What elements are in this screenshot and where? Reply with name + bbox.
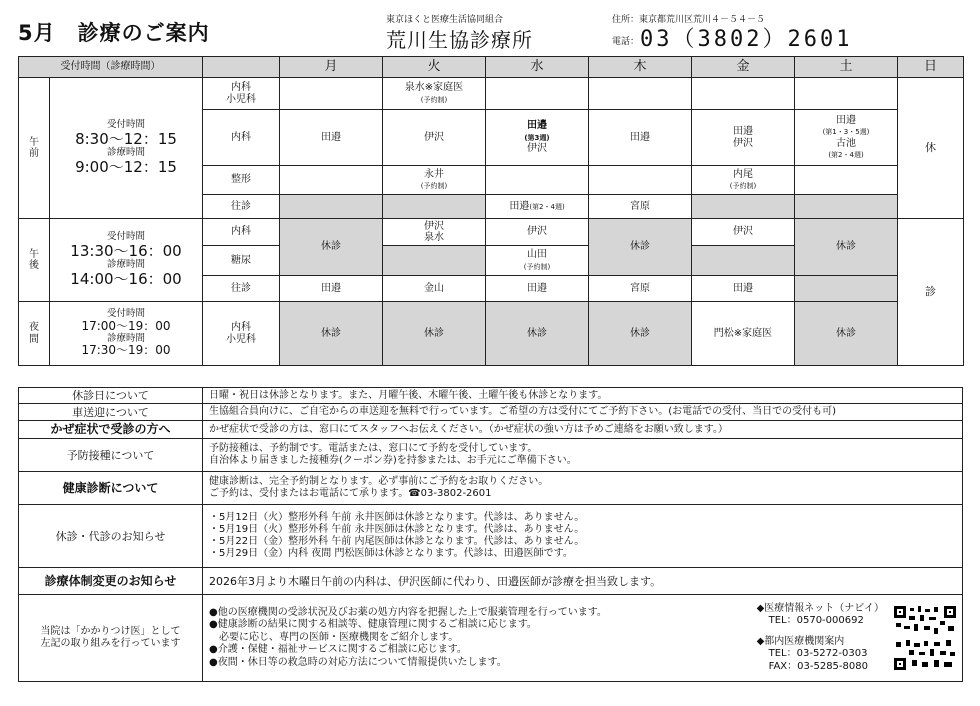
clinic-name: 荒川生協診療所 [386,28,533,52]
night-times: 受付時間 17:00～19：00 診療時間 17:30～19：00 [50,302,203,366]
qr-code-stack [894,606,956,670]
header-sat: 土 [795,57,898,78]
page-title: 5月 診療のご案内 [18,21,210,45]
am-r3-tue: 永井 (予約制) [383,166,486,195]
am-r3-thu [589,166,692,195]
pm-dept-internal: 内科 [203,219,280,246]
am-r1-sat [795,78,898,110]
tel-label: 電話： [612,37,640,47]
header-mon: 月 [280,57,383,78]
am-r1-tue: 泉水※家庭医 (予約制) [383,78,486,110]
clinic-address: 住所：東京都荒川区荒川４－５４－５ [612,15,766,25]
holiday-label: 休診日について [19,388,203,404]
am-r1-mon [280,78,383,110]
qr-code-icon [894,606,956,636]
notice-item: ・5月29日（金）内科 夜間 門松医師は休診となります。代診は、田邉医師です。 [209,548,573,560]
header-thu: 木 [589,57,692,78]
change-text: 2026年3月より木曜日午前の内科は、伊沢医師に代わり、田邉医師が診療を担当致します。 [203,568,963,595]
notice-item: ・5月22日（金）整形外科 午前 内尾医師は休診となります。代診は、ありません。 [209,536,585,548]
kakaritsuke-list: ●他の医療機関の受診状況及びお薬の処方内容を把握した上で服薬管理を行っています。 ●健康診断の結果に関する相談等、健康管理に関するご相談に応じます。 必要に応じ、専門の医師・医療機関をご紹介します。 ●介護・保健・福祉サービスに関するご相談に応じます。 ●夜間・休日等の救急時の対応方法について情報提供いたします。 [209,606,607,668]
schedule-table [18,56,964,366]
am-r1-fri [692,78,795,110]
night-wed: 休診 [486,302,589,366]
night-thu: 休診 [589,302,692,366]
night-fri: 門松※家庭医 [692,302,795,366]
pm-r1-tue: 伊沢 泉水 [383,219,486,246]
organization-name: 東京ほくと医療生活協同組合 [386,15,504,25]
pm-thu: 休診 [589,219,692,276]
cold-text: かぜ症状で受診の方は、窓口にてスタッフへお伝えください。（かぜ症状の強い方は予めご連絡をお願い致します。） [203,421,963,439]
kakaritsuke-cell [203,595,963,682]
am-r1-wed [486,78,589,110]
notice-list [203,505,963,568]
am-r3-wed [486,166,589,195]
night-sat: 休診 [795,302,898,366]
header-dept [203,57,280,78]
shuttle-label: 車送迎について [19,404,203,421]
pm-r3-sat [795,276,898,302]
pm-r1-fri: 伊沢 [692,219,795,246]
pm-times: 受付時間 13:30～16：00 診療時間 14:00～16：00 [50,219,203,302]
am-dept-internal-pediatric: 内科 小児科 [203,78,280,110]
vaccine-label: 予防接種について [19,439,203,472]
info-table [18,387,963,682]
am-r2-tue: 伊沢 [383,110,486,166]
am-r2-thu: 田邉 [589,110,692,166]
header-wed: 水 [486,57,589,78]
pm-dept-house-call: 往診 [203,276,280,302]
pm-mon: 休診 [280,219,383,276]
cold-label: かぜ症状で受診の方へ [19,421,203,439]
header-fri: 金 [692,57,795,78]
shuttle-text: 生協組合員向けに、ご自宅からの車送迎を無料で行っています。ご希望の方は受付にてご予約下さい。(お電話での受付、当日での受付も可) [203,404,963,421]
checkup-text: 健康診断は、完全予約制となります。必ず事前にご予約をお取りください。 ご予約は、受付またはお電話にて承ります。☎03-3802-2601 [203,472,963,505]
am-dept-internal: 内科 [203,110,280,166]
pm-r1-wed: 伊沢 [486,219,589,246]
am-label: 午 前 [19,78,50,219]
pm-r2-fri [692,246,795,276]
change-label: 診療体制変更のお知らせ [19,568,203,595]
clinic-phone: 03（3802）2601 [640,27,853,52]
holiday-text: 日曜・祝日は休診となります。また、月曜午後、木曜午後、土曜午後も休診となります。 [203,388,963,404]
pm-r2-tue [383,246,486,276]
sun-pm: 診 [898,219,964,366]
notice-item: ・5月12日（火）整形外科 午前 永井医師は休診となります。代診は、ありません。 [209,512,585,524]
kakaritsuke-label: 当院は「かかりつけ医」として 左記の取り組みを行っています [19,595,203,682]
pm-r3-wed: 田邉 [486,276,589,302]
notice-label: 休診・代診のお知らせ [19,505,203,568]
am-r4-sat [795,195,898,219]
header [0,0,980,54]
am-r4-wed: 田邉(第2・4週) [486,195,589,219]
header-tue: 火 [383,57,486,78]
pm-label: 午 後 [19,219,50,302]
pm-r3-tue: 金山 [383,276,486,302]
am-dept-orthopedic: 整形 [203,166,280,195]
am-r2-wed: 田邉 (第3週) 伊沢 [486,110,589,166]
am-r2-sat: 田邉 (第1・3・5週) 古池 (第2・4週) [795,110,898,166]
contact-info: ◆医療情報ネット（ナビイ） TEL：0570-000692 ◆都内医療機関案内 TEL：03-5272-0303 FAX：03-5285-8080 [756,602,884,672]
am-r3-mon [280,166,383,195]
am-r4-fri [692,195,795,219]
am-r4-mon [280,195,383,219]
pm-r3-fri: 田邉 [692,276,795,302]
am-times: 受付時間 8:30～12：15 診療時間 9:00～12：15 [50,78,203,219]
am-dept-house-call: 往診 [203,195,280,219]
night-dept: 内科 小児科 [203,302,280,366]
night-mon: 休診 [280,302,383,366]
notice-item: ・5月19日（火）整形外科 午前 永井医師は休診となります。代診は、ありません。 [209,524,585,536]
pm-sat: 休診 [795,219,898,276]
night-label: 夜 間 [19,302,50,366]
pm-r3-thu: 宮原 [589,276,692,302]
vaccine-text: 予防接種は、予約制です。電話または、窓口にて予約を受付しています。 自治体より届きました接種券(クーポン券)を持参または、お手元にご準備下さい。 [203,439,963,472]
pm-r2-wed: 山田 (予約制) [486,246,589,276]
am-r2-mon: 田邉 [280,110,383,166]
pm-r3-mon: 田邉 [280,276,383,302]
qr-code-icon [894,640,956,670]
am-r1-thu [589,78,692,110]
am-r3-fri: 内尾 (予約制) [692,166,795,195]
header-sun: 日 [898,57,964,78]
checkup-label: 健康診断について [19,472,203,505]
night-tue: 休診 [383,302,486,366]
pm-dept-diabetes: 糖尿 [203,246,280,276]
am-r4-tue [383,195,486,219]
am-r4-thu: 宮原 [589,195,692,219]
header-reception-time: 受付時間（診療時間） [19,57,203,78]
am-r2-fri: 田邉 伊沢 [692,110,795,166]
sun-am: 休 [898,78,964,219]
am-r3-sat [795,166,898,195]
